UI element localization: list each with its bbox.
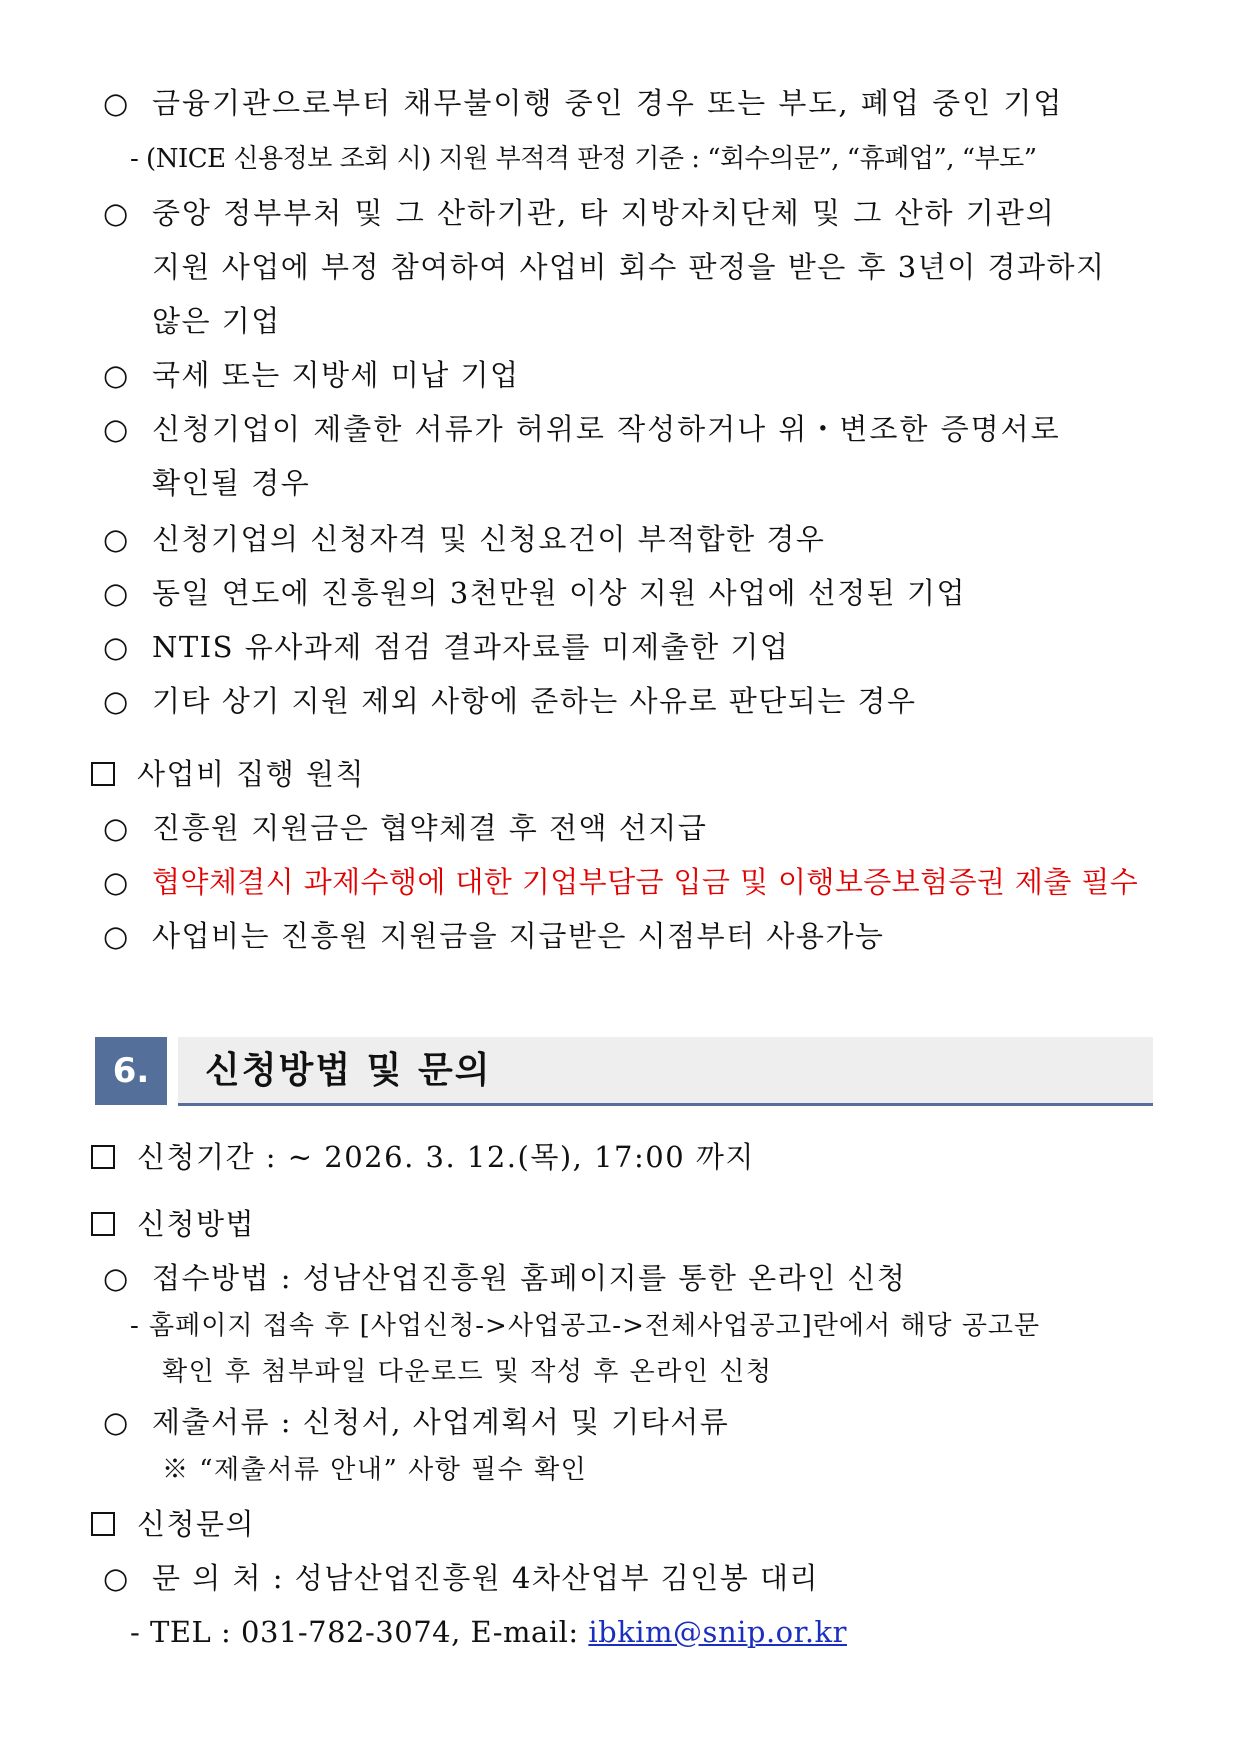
method-subitem-homepage-cont: 확인 후 첨부파일 다운로드 및 작성 후 온라인 신청 [162,1357,773,1387]
method-item-online: 접수방법 : 성남산업진흥원 홈페이지를 통한 온라인 신청 [152,1261,907,1295]
inquiry-tel-line [130,1612,847,1652]
budget-bullet: ○ [103,919,130,953]
budget-item-required-deposit: 협약체결시 과제수행에 대한 기업부담금 입금 및 이행보증보험증권 제출 필수 [152,865,1139,899]
exclusion-item-tax: 국세 또는 지방세 미납 기업 [152,358,520,392]
budget-bullet: ○ [103,865,130,899]
exclusion-bullet: ○ [103,576,130,610]
method-item-documents: 제출서류 : 신청서, 사업계획서 및 기타서류 [152,1405,730,1439]
exclusion-item-duplicate: 동일 연도에 진흥원의 3천만원 이상 지원 사업에 선정된 기업 [152,576,967,610]
checkbox-square-icon [91,762,115,786]
email-link[interactable]: ibkim@snip.or.kr [588,1615,847,1649]
method-bullet: ○ [103,1405,130,1439]
method-section-title: 신청방법 [137,1207,256,1241]
exclusion-item-default: 금융기관으로부터 채무불이행 중인 경우 또는 부도, 폐업 중인 기업 [152,86,1064,120]
budget-section-title: 사업비 집행 원칙 [137,757,366,791]
budget-bullet: ○ [103,811,130,845]
inquiry-tel: - TEL : 031-782-3074, E-mail: [130,1615,589,1649]
exclusion-bullet: ○ [103,196,130,230]
exclusion-bullet: ○ [103,86,130,120]
budget-item-prepay: 진흥원 지원금은 협약체결 후 전액 선지급 [152,811,708,845]
exclusion-item-ntis: NTIS 유사과제 점검 결과자료를 미제출한 기업 [152,630,790,664]
method-note-documents: ※ “제출서류 안내” 사항 필수 확인 [162,1455,588,1485]
exclusion-item-false-docs: 신청기업이 제출한 서류가 허위로 작성하거나 위・변조한 증명서로 [152,412,1061,446]
exclusion-bullet: ○ [103,358,130,392]
checkbox-square-icon [91,1145,115,1169]
exclusion-item-false-docs-cont: 확인될 경우 [152,466,311,500]
inquiry-bullet: ○ [103,1561,130,1595]
method-bullet: ○ [103,1261,130,1295]
exclusion-item-fraud-cont: 지원 사업에 부정 참여하여 사업비 회수 판정을 받은 후 3년이 경과하지 [152,250,1106,284]
budget-item-usage: 사업비는 진흥원 지원금을 지급받은 시점부터 사용가능 [152,919,885,953]
exclusion-item-fraud: 중앙 정부부처 및 그 산하기관, 타 지방자치단체 및 그 산하 기관의 [152,196,1056,230]
application-period: 신청기간 : ∼ 2026. 3. 12.(목), 17:00 까지 [137,1140,755,1174]
checkbox-square-icon [91,1212,115,1236]
exclusion-item-other: 기타 상기 지원 제외 사항에 준하는 사유로 판단되는 경우 [152,684,917,718]
method-subitem-homepage: - 홈페이지 접속 후 [사업신청->사업공고->전체사업공고]란에서 해당 공고문 [130,1311,1041,1341]
section-number: 6. [95,1037,167,1105]
inquiry-contact: 문 의 처 : 성남산업진흥원 4차산업부 김인봉 대리 [152,1561,820,1595]
exclusion-bullet: ○ [103,412,130,446]
exclusion-subitem-nice: - (NICE 신용정보 조회 시) 지원 부적격 판정 기준 : “회수의문”, “휴폐업”, “부도” [130,144,1037,174]
checkbox-square-icon [91,1512,115,1536]
inquiry-section-title: 신청문의 [137,1507,256,1541]
section-title: 신청방법 및 문의 [205,1050,492,1091]
exclusion-item-fraud-cont: 않은 기업 [152,304,281,338]
exclusion-bullet: ○ [103,630,130,664]
exclusion-bullet: ○ [103,522,130,556]
exclusion-bullet: ○ [103,684,130,718]
exclusion-item-ineligible: 신청기업의 신청자격 및 신청요건이 부적합한 경우 [152,522,826,556]
